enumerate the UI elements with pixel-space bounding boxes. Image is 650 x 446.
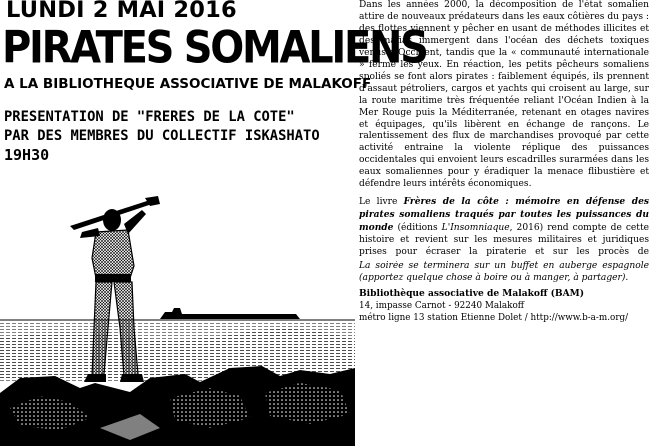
book-paragraph-suffix: , 2016) rend compte de cette histoire et revient sur les mesures militaires et juridiques prises pour écraser la piraterie et sur les procès de xyxy=(359,222,649,256)
poster-subtitle: A LA BIBLIOTHEQUE ASSOCIATIVE DE MALAKOFF xyxy=(4,76,372,92)
presentation-block xyxy=(4,108,349,165)
presentation-line: PRESENTATION DE "FRERES DE LA COTE" xyxy=(4,109,295,125)
presentation-line: PAR DES MEMBRES DU COLLECTIF ISKASHATO xyxy=(4,128,320,144)
intro-paragraph: Dans les années 2000, la décomposition de l'état somalien attire de nouveaux prédateurs dans les eaux côtières du pays : des flottes viennent y pêcher en usant de méthodes illicites et des mafias immergent dans l'océan des déchets toxiques venus d'Occident, tandis que la « communauté internationale » ferme les yeux. En réaction, les petits pêcheurs somaliens spoliés se font alors pirates : faiblement équipés, ils prennent d'assaut pétroliers, cargos et yachts qui croisent au large, sur la route maritime très fréquentée reliant l'Océan Indien à la Mer Rouge puis la Méditerranée, retenant en otages navires et équipages, qu'ils libèrent en échange de rançons. Le ralentissement des flux de marchandises provoqué par cette activité entraine la violente réplique des puissances occidentales qui envoient leurs escadrilles surarmées dans les eaux somaliennes pour y éradiquer la menace flibustière et défendre leurs intérêts économiques. xyxy=(359,0,649,190)
buffet-note: La soirée se terminera sur un buffet en auberge espagnole (apportez quelque chose à boire ou à manger, à partager). xyxy=(359,261,649,283)
poster-title: PIRATES SOMALIENS xyxy=(2,22,427,74)
venue-name: Bibliothèque associative de Malakoff (BAM) xyxy=(359,288,584,299)
book-paragraph-mid: (éditions xyxy=(393,222,442,233)
description-column xyxy=(359,0,649,324)
venue-access: métro ligne 13 station Etienne Dolet / http://www.b-a-m.org/ xyxy=(359,312,629,323)
presentation-time: 19H30 xyxy=(4,146,50,164)
book-paragraph xyxy=(359,196,649,256)
venue-address: 14, impasse Carnot - 92240 Malakoff xyxy=(359,300,525,311)
publisher-name: L'Insomniaque xyxy=(441,222,510,233)
book-paragraph-prefix: Le livre xyxy=(359,197,404,207)
book-title: Frères de la côte : mémoire en défense des pirates somaliens traqués par toutes les puissances du monde xyxy=(359,196,649,233)
pirate-illustration xyxy=(0,178,355,446)
event-date: LUNDI 2 MAI 2016 xyxy=(6,0,237,23)
